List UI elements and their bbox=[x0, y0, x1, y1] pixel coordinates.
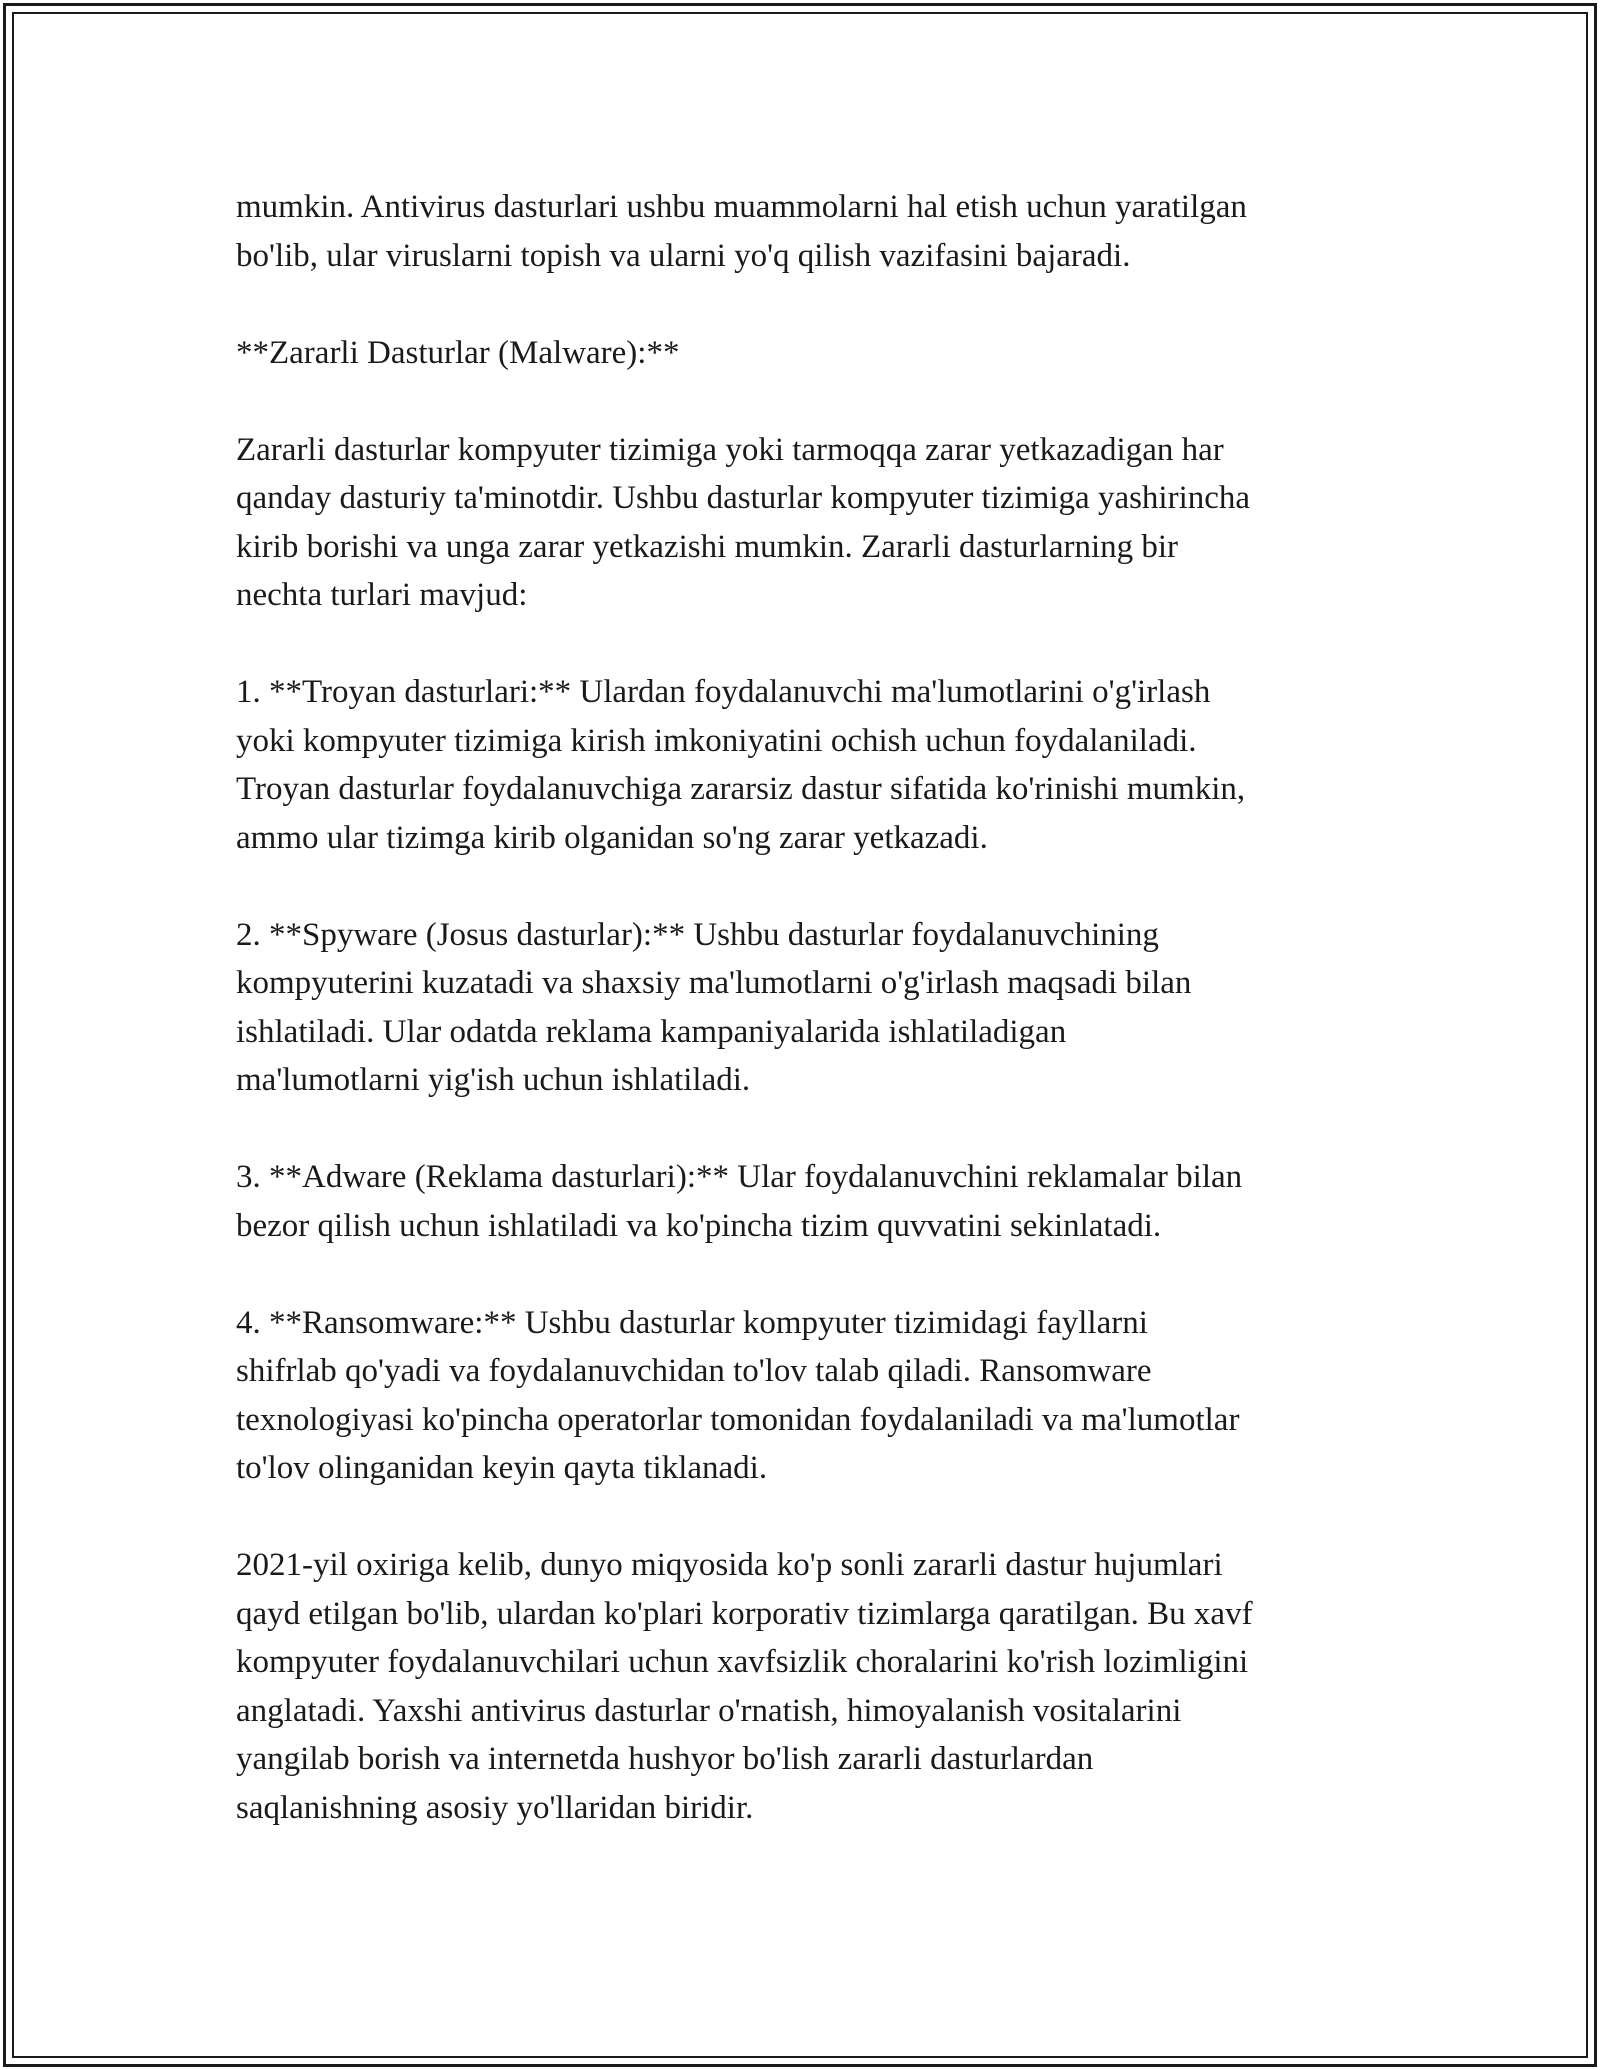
text-line: 2. **Spyware (Josus dasturlar):** Ushbu dasturlar foydalanuvchining bbox=[236, 916, 1159, 953]
text-line: yangilab borish va internetda hushyor bo'lish zararli dasturlardan bbox=[236, 1741, 1094, 1777]
list-item-adware bbox=[236, 1153, 1416, 1250]
text-line: to'lov olinganidan keyin qayta tiklanadi. bbox=[236, 1450, 768, 1486]
list-item-spyware bbox=[236, 911, 1416, 1105]
text-line: ishlatiladi. Ular odatda reklama kampaniyalarida ishlatiladigan bbox=[236, 1013, 1067, 1050]
heading-line: **Zararli Dasturlar (Malware):** bbox=[236, 334, 680, 371]
list-item-ransomware bbox=[236, 1299, 1416, 1493]
text-line: 4. **Ransomware:** Ushbu dasturlar kompyuter tizimidagi fayllarni bbox=[236, 1304, 1148, 1341]
text-line: nechta turlari mavjud: bbox=[236, 577, 528, 613]
document-body bbox=[236, 183, 1416, 1881]
text-line: shifrlab qo'yadi va foydalanuvchidan to'lov talab qiladi. Ransomware bbox=[236, 1353, 1152, 1389]
text-line: qayd etilgan bo'lib, ulardan ko'plari korporativ tizimlarga qaratilgan. Bu xavf bbox=[236, 1595, 1253, 1632]
text-line: Zararli dasturlar kompyuter tizimiga yoki tarmoqqa zarar yetkazadigan har bbox=[236, 431, 1224, 468]
text-line: mumkin. Antivirus dasturlari ushbu muammolarni hal etish uchun yaratilgan bbox=[236, 189, 1247, 225]
text-line: anglatadi. Yaxshi antivirus dasturlar o'rnatish, himoyalanish vositalarini bbox=[236, 1692, 1182, 1729]
text-line: qanday dasturiy ta'minotdir. Ushbu dasturlar kompyuter tizimiga yashirincha bbox=[236, 480, 1251, 516]
list-item-trojan bbox=[236, 668, 1416, 862]
text-line: 2021-yil oxiriga kelib, dunyo miqyosida ko'p sonli zararli dastur hujumlari bbox=[236, 1547, 1223, 1583]
text-line: yoki kompyuter tizimiga kirish imkoniyatini ochish uchun foydalaniladi. bbox=[236, 722, 1197, 759]
text-line: Troyan dasturlar foydalanuvchiga zararsiz dastur sifatida ko'rinishi mumkin, bbox=[236, 771, 1246, 807]
text-line: bezor qilish uchun ishlatiladi va ko'pincha tizim quvvatini sekinlatadi. bbox=[236, 1207, 1162, 1244]
text-line: 1. **Troyan dasturlari:** Ulardan foydalanuvchi ma'lumotlarini o'g'irlash bbox=[236, 674, 1211, 710]
paragraph-conclusion bbox=[236, 1541, 1416, 1832]
text-line: kompyuterini kuzatadi va shaxsiy ma'lumotlarni o'g'irlash maqsadi bilan bbox=[236, 965, 1192, 1001]
text-line: 3. **Adware (Reklama dasturlari):** Ular foydalanuvchini reklamalar bilan bbox=[236, 1159, 1243, 1195]
text-line: ammo ular tizimga kirib olganidan so'ng zarar yetkazadi. bbox=[236, 819, 988, 856]
paragraph-malware-definition bbox=[236, 426, 1416, 620]
text-line: bo'lib, ular viruslarni topish va ularni yo'q qilish vazifasini bajaradi. bbox=[236, 237, 1131, 274]
paragraph-intro bbox=[236, 183, 1416, 280]
text-line: saqlanishning asosiy yo'llaridan biridir. bbox=[236, 1789, 754, 1826]
text-line: texnologiyasi ko'pincha operatorlar tomonidan foydalaniladi va ma'lumotlar bbox=[236, 1401, 1240, 1438]
text-line: kirib borishi va unga zarar yetkazishi mumkin. Zararli dasturlarning bir bbox=[236, 528, 1179, 565]
text-line: kompyuter foydalanuvchilari uchun xavfsizlik choralarini ko'rish lozimligini bbox=[236, 1644, 1249, 1680]
section-heading-malware bbox=[236, 329, 1416, 378]
text-line: ma'lumotlarni yig'ish uchun ishlatiladi. bbox=[236, 1062, 751, 1098]
